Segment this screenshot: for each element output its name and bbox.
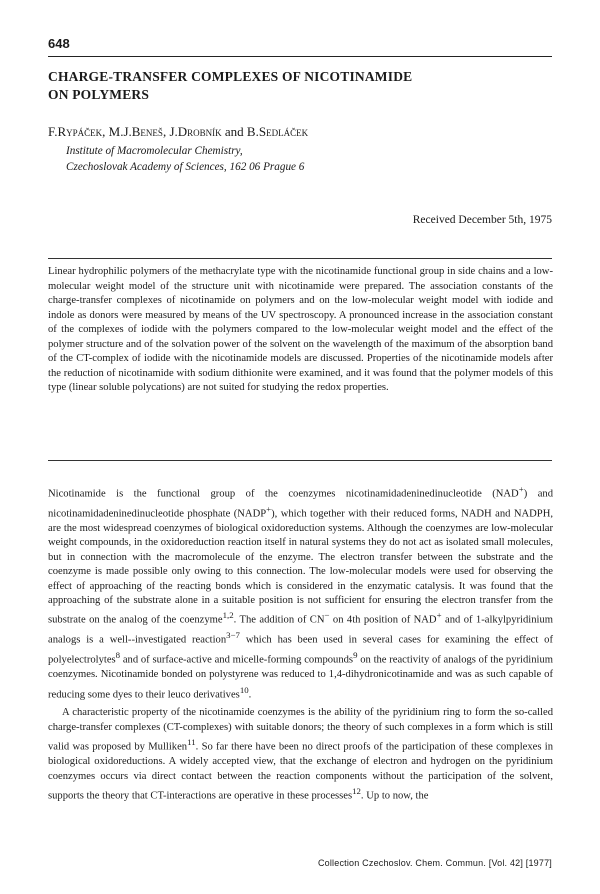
abstract-bottom-rule	[48, 460, 552, 461]
author-surname: Sedláček	[258, 124, 309, 139]
author-separator: and	[221, 124, 247, 139]
superscript: −	[324, 610, 330, 621]
author-surname: Beneš	[131, 124, 163, 139]
reference-marker: 12	[352, 786, 361, 797]
text-run: A characteristic property of the nicotinamide coenzymes is the ability of the pyridinium ring to form the so-called charge-transfer complexes (CT-complexes) with suitable donors; the theory of such complexes in a form which is still valid was proposed by Mulliken	[48, 707, 553, 753]
affiliation-line-2: Czechoslovak Academy of Sciences, 162 06 Prague 6	[66, 161, 305, 173]
text-run: ) and nicotinamidadeninedinucleotide phosphate (NADP	[48, 488, 553, 520]
superscript: +	[436, 610, 442, 621]
abstract-text: Linear hydrophilic polymers of the methacrylate type with the nicotinamide functional group in side chains and a low-molecular weight model of the structure unit with nicotinamide were prepared. The association constants of the charge-transfer complexes of nicotinamide on polymers and on the low-molecular weight model with iodide and indole as donors were measured by means of the UV spectroscopy. A pronounced increase in the association constant of the complexes of iodide with the polymers compared to the low-molecular weight model and the effect of the polymer structure and of the solvation power of the solvent on the wavelength of the maximum of the absorption band of the CT-complex of iodide with the nicotinamide models are discussed. Properties of the nicotinamide models after the reduction of nicotinamide with sodium dithionite were examined, and it was found that the polymer models of this type (linear soluble polycations) are not suited for studying the redox properties.	[48, 266, 553, 393]
text-run: and of 1-alkylpyridinium analogs is a well--investigated reaction	[48, 614, 554, 646]
abstract-top-rule	[48, 258, 552, 259]
author-initial: M.J.	[108, 124, 132, 139]
body-paragraph	[48, 482, 553, 702]
text-run: Nicotinamide is the functional group of the coenzymes nicotinamidadeninedinucleotide (NAD	[48, 488, 519, 500]
text-run: on the reactivity of analogs of the pyridinium coenzymes. Nicotinamide bonded on polystyrene was reduced to 1,4-dihydronicotinamide and was as such capable of reducing some dyes to their leuco derivatives	[48, 654, 554, 701]
title-line-1: CHARGE-TRANSFER COMPLEXES OF NICOTINAMIDE	[48, 69, 413, 84]
reference-marker: 9	[353, 650, 358, 661]
author-initial: J.	[169, 124, 178, 139]
author-list	[48, 124, 308, 140]
page-number: 648	[48, 36, 70, 51]
text-run: on 4th position of NAD	[329, 614, 437, 626]
text-run: . The addition of CN	[233, 614, 325, 626]
author-initial: B.	[246, 124, 259, 139]
body-text	[48, 482, 553, 804]
received-date: Received December 5th, 1975	[412, 214, 552, 226]
text-run: . So far there have been no direct proofs of the participation of these complexes in biological oxidoreductions. A widely accepted view, that the exchange of electron and hydrogen on the pyridinium coenzymes occurs via direct contact between the reaction components without the participation of the solvent, supports the theory that CT-interactions are operative in these processes	[48, 741, 553, 802]
header-rule	[48, 56, 552, 57]
affiliation	[66, 143, 304, 175]
superscript: +	[266, 503, 272, 514]
text-run: which has been used in several cases for examining the effect of polyelectrolytes	[48, 634, 553, 666]
abstract	[48, 265, 553, 396]
journal-footer: Collection Czechoslov. Chem. Commun. [Vol. 42] [1977]	[317, 858, 552, 868]
author-separator: ,	[162, 124, 170, 139]
affiliation-line-1: Institute of Macromolecular Chemistry,	[66, 145, 243, 157]
body-paragraph	[48, 706, 553, 804]
reference-marker: 11	[187, 737, 196, 748]
reference-marker: 10	[239, 684, 249, 695]
article-title	[48, 68, 528, 104]
author-separator: ,	[102, 124, 109, 139]
reference-marker: 1,2	[222, 610, 234, 621]
text-run: and of surface-active and micelle-forming compounds	[120, 654, 354, 666]
text-run: ), which together with their reduced forms, NADH and NADPH, are the most widespread coenzymes of biological oxidoreduction systems. Although the coenzymes are low-molecular weight compounds, in the oxidoreduction reaction itself in natural systems they do not act as isolated small molecules, but in connection with the macromolecule of the enzyme. The electron transfer between the substrate and the coenzyme is made possible only owing to this connection. The low-molecular models were used for observing the effect of approaching of the reacting bonds which is considered in the enzymatic catalysis. It was found that the approaching of the substrate alone in a suitable position is not sufficient for ensuring the electron transfer from the substrate on the analog of the coenzyme	[48, 508, 554, 626]
author-initial: F.	[48, 124, 58, 139]
superscript: +	[518, 484, 524, 494]
title-line-2: ON POLYMERS	[48, 87, 150, 102]
text-run: .	[248, 689, 252, 701]
reference-marker: 3−7	[226, 630, 240, 641]
text-run: . Up to now, the	[360, 790, 429, 802]
author-surname: Rypáček	[57, 124, 103, 139]
author-surname: Drobník	[177, 124, 222, 139]
reference-marker: 8	[115, 650, 121, 661]
